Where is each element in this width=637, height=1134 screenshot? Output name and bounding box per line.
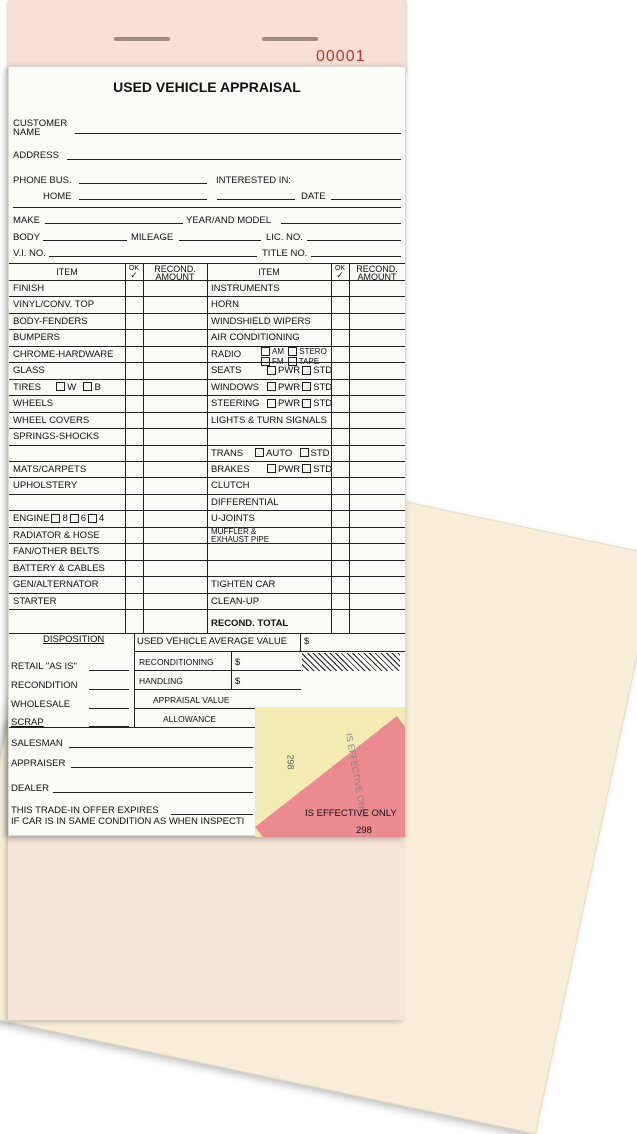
make-field[interactable]: [45, 223, 183, 224]
header-amount-left: AMOUNT: [155, 272, 195, 282]
item-label: ENGINE: [13, 513, 50, 525]
table-row-item-left: ENGINE 8 6 4: [13, 513, 105, 525]
separator: [9, 727, 264, 728]
table-row-line: [9, 296, 405, 297]
checkbox[interactable]: [88, 514, 97, 523]
separator: [13, 207, 401, 208]
checkbox[interactable]: [302, 382, 311, 391]
header-check-right: ✓: [336, 270, 344, 280]
interested-field[interactable]: [217, 199, 295, 200]
retail-label: RETAIL "AS IS": [11, 661, 77, 672]
table-row-item-right: WINDOWS PWR STD: [211, 381, 333, 393]
header-item-right: ITEM: [258, 267, 280, 277]
table-row-item-left: VINYL/CONV. TOP: [13, 299, 95, 311]
checkbox[interactable]: [267, 464, 276, 473]
table-row-item-left: CHROME-HARDWARE: [13, 348, 114, 360]
handling-label: HANDLING: [139, 676, 183, 686]
table-row-line: [9, 593, 405, 594]
table-row-item-right: MUFFLER & EXHAUST PIPE: [211, 526, 270, 544]
checkbox[interactable]: [255, 448, 264, 457]
checkbox[interactable]: [302, 366, 311, 375]
table-row-item-right: STEERING PWR STD: [211, 398, 333, 410]
checkbox[interactable]: [261, 347, 270, 356]
table-row-item-left: BATTERY & CABLES: [13, 562, 105, 574]
appraisal-form: [8, 66, 406, 836]
table-row-item-right: LIGHTS & TURN SIGNALS: [211, 414, 327, 426]
checkbox[interactable]: [51, 514, 60, 523]
option-label: W: [67, 381, 77, 393]
avg-value-label: USED VEHICLE AVERAGE VALUE: [137, 636, 288, 647]
table-row-line: [9, 527, 405, 528]
salesman-field[interactable]: [69, 747, 253, 748]
retail-field[interactable]: [89, 670, 129, 671]
home-phone-field[interactable]: [79, 199, 207, 200]
effective-only-text: IS EFFECTIVE ONLY: [305, 808, 397, 819]
appraisal-value-label: APPRAISAL VALUE: [153, 695, 230, 705]
make-label: MAKE: [13, 215, 40, 226]
corner-form-number: 298: [285, 754, 296, 770]
table-row-line: [9, 477, 405, 478]
table-row-line: [9, 461, 405, 462]
table-row-line: [9, 543, 405, 544]
address-label: ADDRESS: [13, 150, 59, 161]
divider: [134, 633, 135, 727]
table-row-item-right: DIFFERENTIAL: [211, 496, 279, 508]
table-row-item-right: INSTRUMENTS: [211, 283, 280, 294]
table-row-line: [9, 510, 405, 511]
col-divider: [125, 263, 126, 633]
table-row-line: [9, 313, 405, 314]
option-label: B: [94, 381, 101, 393]
lic-no-label: LIC. NO.: [266, 232, 303, 243]
phone-bus-field[interactable]: [79, 183, 207, 184]
vi-no-field[interactable]: [49, 256, 257, 257]
title-no-label: TITLE NO.: [262, 248, 308, 259]
header-recond-left: RECOND.: [154, 264, 196, 274]
table-row-item-left: FAN/OTHER BELTS: [13, 546, 100, 558]
year-model-label: YEAR/AND MODEL: [186, 215, 271, 226]
table-row-line: [9, 379, 405, 380]
table-row-item-right: SEATS PWR STD: [211, 365, 333, 377]
col-divider: [207, 263, 208, 633]
separator: [134, 670, 301, 671]
staple-left: [114, 37, 170, 41]
header-ok-right: OK: [334, 265, 346, 272]
table-row-item-right: U-JOINTS: [211, 513, 255, 525]
table-row-line: [9, 576, 405, 577]
phone-bus-label: PHONE BUS.: [13, 175, 72, 186]
appraiser-field[interactable]: [71, 767, 253, 768]
table-row-item-right: WINDSHIELD WIPERS: [211, 315, 311, 327]
checkbox[interactable]: [300, 448, 309, 457]
allowance-label: ALLOWANCE: [163, 714, 217, 724]
checkbox[interactable]: [70, 514, 79, 523]
mileage-label: MILEAGE: [131, 232, 174, 243]
checkbox[interactable]: [267, 382, 276, 391]
checkbox[interactable]: [288, 347, 297, 356]
serial-number: 00001: [316, 48, 366, 65]
table-row-line: [9, 280, 405, 281]
table-row-item-left: MATS/CARPETS: [13, 463, 87, 475]
reconditioning-dollar: $: [235, 657, 241, 668]
wholesale-field[interactable]: [89, 708, 129, 709]
table-row-item-left: STARTER: [13, 595, 57, 607]
table-row-line: [9, 412, 405, 413]
table-row-item-left: WHEELS: [13, 398, 54, 410]
table-row-line: [9, 445, 405, 446]
condition-text: IF CAR IS IN SAME CONDITION AS WHEN INSPECTI: [11, 816, 245, 827]
offer-expires-field[interactable]: [171, 814, 253, 815]
dealer-label: DEALER: [11, 783, 50, 794]
table-row-item-right: HORN: [211, 299, 239, 311]
header-ok-left: OK: [128, 265, 140, 272]
table-row-item-right: BRAKES PWR STD: [211, 463, 333, 475]
divider: [300, 633, 301, 651]
dealer-field[interactable]: [53, 792, 253, 793]
vi-no-label: V.I. NO.: [13, 248, 46, 259]
recondition-field[interactable]: [89, 689, 129, 690]
table-row-item-left: RADIATOR & HOSE: [13, 529, 100, 541]
table-row-line: [9, 428, 405, 429]
table-row-item-left: [13, 382, 101, 393]
form-number: 298: [356, 825, 372, 836]
table-row-line: [9, 329, 405, 330]
table-row-item-left: SPRINGS-SHOCKS: [13, 431, 100, 443]
item-label: TIRES: [13, 381, 41, 393]
header-amount-right: AMOUNT: [357, 272, 397, 282]
table-row-item-left: GEN/ALTERNATOR: [13, 579, 99, 591]
recondition-label: RECONDITION: [11, 680, 78, 691]
form-title: USED VEHICLE APPRAISAL: [113, 79, 301, 95]
staple-right: [262, 37, 318, 41]
mileage-field[interactable]: [179, 240, 261, 241]
salesman-label: SALESMAN: [11, 738, 63, 749]
separator: [134, 651, 405, 652]
interested-in-label: INTERESTED IN:: [216, 175, 291, 186]
table-row-item-left: FINISH: [13, 283, 45, 294]
body-field[interactable]: [43, 240, 127, 241]
body-label: BODY: [13, 232, 40, 243]
table-row-item-left: WHEEL COVERS: [13, 414, 90, 426]
checkbox[interactable]: [83, 382, 92, 391]
table-row-item-right: TRANS AUTO STD: [211, 447, 330, 459]
col-divider: [143, 263, 144, 633]
table-row-line: [9, 609, 405, 610]
corner-effective-text: IS EFFECTIVE ONLY: [343, 732, 369, 820]
lic-no-field[interactable]: [307, 240, 401, 241]
avg-value-dollar: $: [304, 636, 310, 647]
checkbox[interactable]: [302, 464, 311, 473]
handling-dollar: $: [235, 676, 241, 687]
date-label: DATE: [301, 191, 326, 202]
wholesale-label: WHOLESALE: [11, 699, 71, 710]
table-row-item-right: CLUTCH: [211, 480, 250, 492]
checkbox[interactable]: [267, 399, 276, 408]
customer-label-2: NAME: [13, 127, 41, 138]
address-field[interactable]: [67, 159, 401, 160]
disposition-label: DISPOSITION: [43, 634, 105, 645]
col-divider: [349, 263, 350, 633]
date-field[interactable]: [331, 199, 401, 200]
table-row-item-right: CLEAN-UP: [211, 595, 260, 607]
col-divider: [331, 263, 332, 633]
table-row-item-right: TIGHTEN CAR: [211, 579, 276, 591]
reconditioning-label: RECONDITIONING: [139, 657, 214, 667]
table-row-line: [9, 362, 405, 363]
table-row-item-left: BODY-FENDERS: [13, 315, 88, 327]
table-row-item-right: AIR CONDITIONING: [211, 332, 300, 344]
header-check-left: ✓: [130, 270, 138, 280]
title-no-field[interactable]: [311, 256, 401, 257]
appraiser-label: APPRAISER: [11, 758, 66, 769]
table-row-item-left: GLASS: [13, 365, 45, 377]
checkbox[interactable]: [56, 382, 65, 391]
checkbox[interactable]: [302, 399, 311, 408]
table-row-item-left: UPHOLSTERY: [13, 480, 78, 492]
table-row-line: [9, 560, 405, 561]
table-row-line: [9, 395, 405, 396]
separator: [134, 708, 264, 709]
recond-total-label: RECOND. TOTAL: [211, 618, 289, 629]
checkbox[interactable]: [267, 366, 276, 375]
customer-label-1: CUSTOMER: [13, 118, 68, 129]
home-label: HOME: [43, 191, 72, 202]
hatched-box: [302, 653, 400, 671]
table-row-item-left: BUMPERS: [13, 332, 60, 344]
offer-expires-label: THIS TRADE-IN OFFER EXPIRES: [11, 805, 159, 816]
table-row-item-right: RADIO AM STERO FM TAPE: [211, 346, 327, 366]
scrap-label: SCRAP: [11, 717, 44, 728]
header-item-left: ITEM: [56, 267, 78, 277]
header-recond-right: RECOND.: [356, 264, 398, 274]
table-row-line: [9, 494, 405, 495]
table-row-line: [9, 346, 405, 347]
year-model-field[interactable]: [281, 223, 401, 224]
customer-name-field[interactable]: [75, 133, 401, 134]
